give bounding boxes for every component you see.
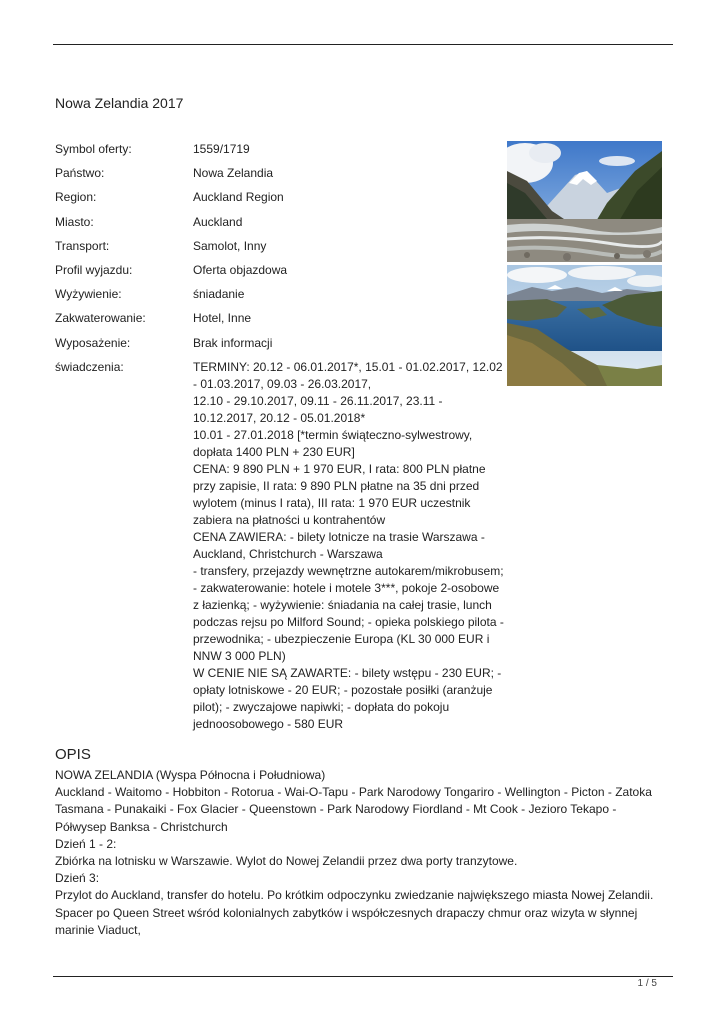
services-price: CENA: 9 890 PLN + 1 970 EUR, I rata: 800 PLN płatne przy zapisie, II rata: 9 890 PLN płatne na 35 dni przed wylotem (minus I rata), III rata: 1 970 EUR uczestnik zabiera na płatności u kontrahentów xyxy=(193,461,486,527)
detail-label: Wyżywienie: xyxy=(55,287,122,302)
photo-lake-view xyxy=(507,265,662,386)
detail-value: Hotel, Inne xyxy=(193,311,252,326)
services-dates: 12.10 - 29.10.2017, 09.11 - 26.11.2017, 23.11 - 10.12.2017, 20.12 - 05.01.2018* xyxy=(193,393,443,425)
description-paragraph: Przylot do Auckland, transfer do hotelu. Po krótkim odpoczynku zwiedzanie największego miasta Nowej Zelandii. Spacer po Queen Street wśród kolonialnych zabytków i współczesnych drapaczy chmur oraz wizyta w słynnej marinie Viaduct, xyxy=(55,888,654,937)
detail-row-transport xyxy=(55,237,505,261)
detail-value: Samolot, Inny xyxy=(193,238,267,253)
detail-label: Transport: xyxy=(55,238,110,253)
services-excluded: W CENIE NIE SĄ ZAWARTE: - bilety wstępu - 230 EUR; - opłaty lotniskowe - 20 EUR; - pozostałe posiłki (aranżuje pilot); - zwyczajowe napiwki; - dopłata do pokoju jednoosobowego - 580 EUR xyxy=(193,665,502,731)
page-title: Nowa Zelandia 2017 xyxy=(55,95,184,111)
services-dates: TERMINY: 20.12 - 06.01.2017*, 15.01 - 01.02.2017, 12.02 - 01.03.2017, 09.03 - 26.03.2017, xyxy=(193,359,503,391)
page-number: 1 / 5 xyxy=(637,978,657,989)
detail-value: Auckland Region xyxy=(193,190,284,205)
detail-value: Nowa Zelandia xyxy=(193,166,274,181)
detail-row-region xyxy=(55,188,505,212)
detail-label: Profil wyjazdu: xyxy=(55,262,133,277)
detail-row-services xyxy=(55,358,505,733)
detail-row-equipment xyxy=(55,334,505,358)
detail-row-symbol xyxy=(55,140,505,164)
detail-value: Auckland xyxy=(193,214,243,229)
detail-row-profile xyxy=(55,261,505,285)
detail-value: Brak informacji xyxy=(193,335,273,350)
detail-row-city xyxy=(55,213,505,237)
footer-rule xyxy=(53,976,673,977)
detail-label: Region: xyxy=(55,190,97,205)
detail-label: Zakwaterowanie: xyxy=(55,311,146,326)
offer-details-table xyxy=(55,140,505,733)
description-paragraph: Auckland - Waitomo - Hobbiton - Rotorua - Wai-O-Tapu - Park Narodowy Tongariro - Wellington - Picton - Zatoka Tasmana - Punakaiki - Fox Glacier - Queenstown - Park Narodowy Fiordland - Mt Cook - Jezioro Tekapo - Półwysep Banksa - Christchurch xyxy=(55,785,652,834)
services-text xyxy=(193,359,505,733)
detail-label: Wyposażenie: xyxy=(55,335,131,350)
detail-row-accommodation xyxy=(55,309,505,333)
detail-row-country xyxy=(55,164,505,188)
detail-label: Miasto: xyxy=(55,214,94,229)
services-dates: 10.01 - 27.01.2018 [*termin świąteczno-sylwestrowy, dopłata 1400 PLN + 230 EUR] xyxy=(193,427,473,459)
header-rule xyxy=(53,44,673,45)
description-day-heading: Dzień 3: xyxy=(55,871,100,886)
detail-label: Państwo: xyxy=(55,166,105,181)
description-paragraph: Zbiórka na lotnisku w Warszawie. Wylot do Nowej Zelandii przez dwa porty tranzytowe. xyxy=(55,854,518,869)
detail-value: śniadanie xyxy=(193,287,245,302)
detail-label: świadczenia: xyxy=(55,359,124,374)
detail-value: Oferta objazdowa xyxy=(193,262,288,277)
services-included: - transfery, przejazdy wewnętrzne autokarem/mikrobusem; - zakwaterowanie: hotele i motele 3***, pokoje 2-osobowe z łazienką; - wyżywienie: śniadania na całej trasie, lunch podczas rejsu po Milford Sound; - opieka polskiego pilota - przewodnika; - ubezpieczenie Europa (KL 30 000 EUR i NNW 3 000 PLN) xyxy=(193,563,504,663)
section-heading-description: OPIS xyxy=(55,746,91,763)
description-day-heading: Dzień 1 - 2: xyxy=(55,836,117,851)
detail-value: 1559/1719 xyxy=(193,142,250,156)
description-paragraph: NOWA ZELANDIA (Wyspa Północna i Południowa) xyxy=(55,768,326,782)
services-included: CENA ZAWIERA: - bilety lotnicze na trasie Warszawa - Auckland, Christchurch - Warszawa xyxy=(193,529,485,561)
detail-row-meals xyxy=(55,285,505,309)
photo-mountain-valley xyxy=(507,141,662,262)
detail-label: Symbol oferty: xyxy=(55,142,132,156)
description-body xyxy=(55,767,670,939)
